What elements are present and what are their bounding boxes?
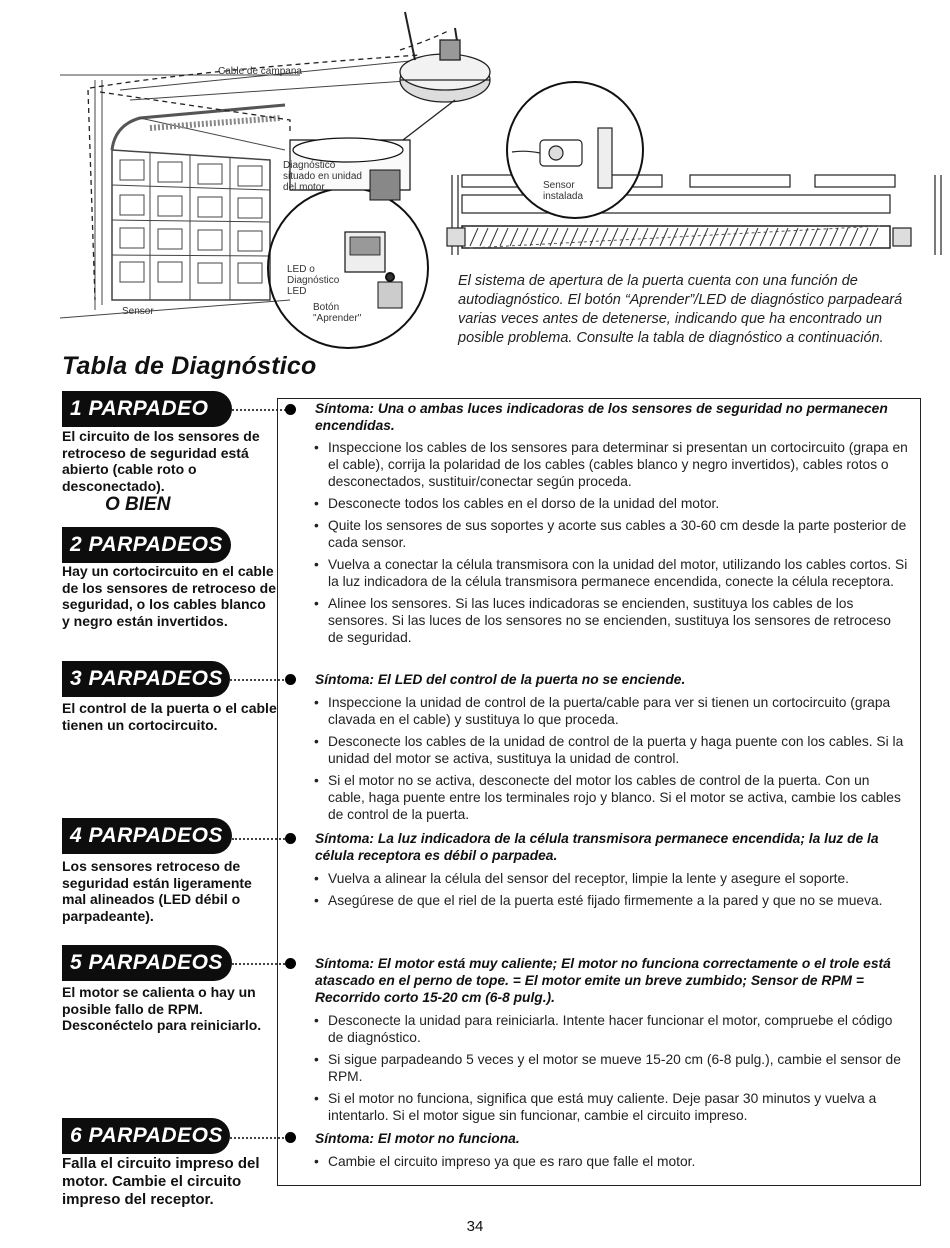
symptom-3-title: Síntoma: La luz indicadora de la célula transmisora permanece encendida; la luz de la célula receptora es débil o parpadea. — [315, 831, 879, 863]
list-item: • Si sigue parpadeando 5 veces y el motor se mueve 15-20 cm (6-8 pulg.), cambie el sensor de RPM. — [314, 1051, 910, 1085]
symptom-5-list — [314, 1153, 910, 1175]
tag-4-blinks: 4 PARPADEOS — [62, 818, 232, 854]
symptom-2-list — [314, 694, 910, 828]
page-number: 34 — [466, 1218, 484, 1235]
tag-3-blinks: 3 PARPADEOS — [62, 661, 230, 697]
list-item: • Si el motor no se activa, desconecte del motor los cables de control de la puerta. Con un cable, haga puente entre los terminales rojo y blanco. Si el motor se activa, cambie los cables de control de la puerta. — [314, 772, 910, 823]
sensor-label: Sensor — [122, 306, 154, 317]
symptom-2-title: Síntoma: El LED del control de la puerta no se enciende. — [315, 672, 686, 687]
page-title: Tabla de Diagnóstico — [62, 352, 317, 380]
or-text: O BIEN — [105, 494, 171, 515]
tag-5-blinks: 5 PARPADEOS — [62, 945, 232, 981]
led-label: LED o Diagnóstico LED — [287, 264, 340, 297]
list-item: • Vuelva a conectar la célula transmisora con la unidad del motor, utilizando los cables cortos. Si la luz indicadora de la célula transmisora permanece encendida, conecte la célula receptora. — [314, 556, 910, 590]
list-item: • Vuelva a alinear la célula del sensor del receptor, limpie la lente y asegure el soporte. — [314, 870, 910, 887]
boton-label: Botón "Aprender" — [313, 302, 362, 324]
tag-3-description: El control de la puerta o el cable tienen un cortocircuito. — [62, 700, 277, 733]
tag-6-blinks: 6 PARPADEOS — [62, 1118, 230, 1154]
tag-4-description: Los sensores retroceso de seguridad están ligeramente mal alineados (LED débil o parpadeante). — [62, 858, 252, 924]
sensor-instalada-label: Sensor instalada — [543, 180, 584, 202]
tag-5-description: El motor se calienta o hay un posible fallo de RPM. Desconéctelo para reiniciarlo. — [62, 984, 262, 1033]
list-item: • Asegúrese de que el riel de la puerta esté fijado firmemente a la pared y que no se mueva. — [314, 892, 910, 909]
list-item: • Si el motor no funciona, significa que está muy caliente. Deje pasar 30 minutos y vuelva a intentarlo. Si el motor sigue sin funcionar, cambie el circuito impreso. — [314, 1090, 910, 1124]
diag-unit-label: Diagnóstico situado en unidad del motor — [283, 160, 362, 193]
tag-6-description: Falla el circuito impreso del motor. Cambie el circuito impreso del receptor. — [62, 1155, 260, 1208]
caption: El sistema de apertura de la puerta cuenta con una función de autodiagnóstico. El botón “Aprender”/LED de diagnóstico parpadeará varias veces antes de detenerse, indicando que ha encontrado un posible problema. Consulte la tabla de diagnóstico a continuación. — [458, 273, 903, 346]
symptom-1-list — [314, 439, 910, 651]
symptom-5-title: Síntoma: El motor no funciona. — [315, 1131, 520, 1146]
tag-2-description: Hay un cortocircuito en el cable de los sensores de retroceso de seguridad, o los cables blanco y negro están invertidos. — [62, 563, 276, 629]
symptom-1-title: Síntoma: Una o ambas luces indicadoras de los sensores de seguridad no permanecen encendidas. — [315, 401, 888, 433]
tag-1-description: El circuito de los sensores de retroceso de seguridad está abierto (cable roto o desconectado). — [62, 428, 260, 494]
cable-label: Cable de campana — [218, 66, 302, 77]
tag-1-blink: 1 PARPADEO — [62, 391, 232, 427]
list-item: • Desconecte la unidad para reiniciarla. Intente hacer funcionar el motor, compruebe el código de diagnóstico. — [314, 1012, 910, 1046]
list-item: • Inspeccione la unidad de control de la puerta/cable para ver si tienen un cortocircuito (grapa clavada en el cable) y sustituya lo que proceda. — [314, 694, 910, 728]
list-item: • Quite los sensores de sus soportes y acorte sus cables a 30-60 cm desde la parte posterior de cada sensor. — [314, 517, 910, 551]
symptom-4-list — [314, 1012, 910, 1129]
list-item: • Cambie el circuito impreso ya que es raro que falle el motor. — [314, 1153, 910, 1170]
list-item: • Alinee los sensores. Si las luces indicadoras se encienden, sustituya los cables de los sensores. Si las luces de los sensores no se encienden, sustituya los sensores de retroceso de seguridad. — [314, 595, 910, 646]
list-item: • Desconecte los cables de la unidad de control de la puerta y haga puente con los cables. Si la unidad del motor se activa, sustituya la unidad de control. — [314, 733, 910, 767]
tag-2-blinks: 2 PARPADEOS — [62, 527, 231, 563]
symptom-3-list — [314, 870, 910, 914]
symptom-4-title: Síntoma: El motor está muy caliente; El motor no funciona correctamente o el trole está atascado en el perno de tope. = El motor emite un breve zumbido; Sensor de RPM = Recorrido corto 15-20 cm (6-8 pulg.). — [315, 956, 891, 1005]
list-item: • Inspeccione los cables de los sensores para determinar si presentan un cortocircuito (grapa en el cable), corrija la polaridad de los cables (cables blanco y negro invertidos), cables rotos o desconectados, sustituir/conectar según proceda. — [314, 439, 910, 490]
list-item: • Desconecte todos los cables en el dorso de la unidad del motor. — [314, 495, 910, 512]
